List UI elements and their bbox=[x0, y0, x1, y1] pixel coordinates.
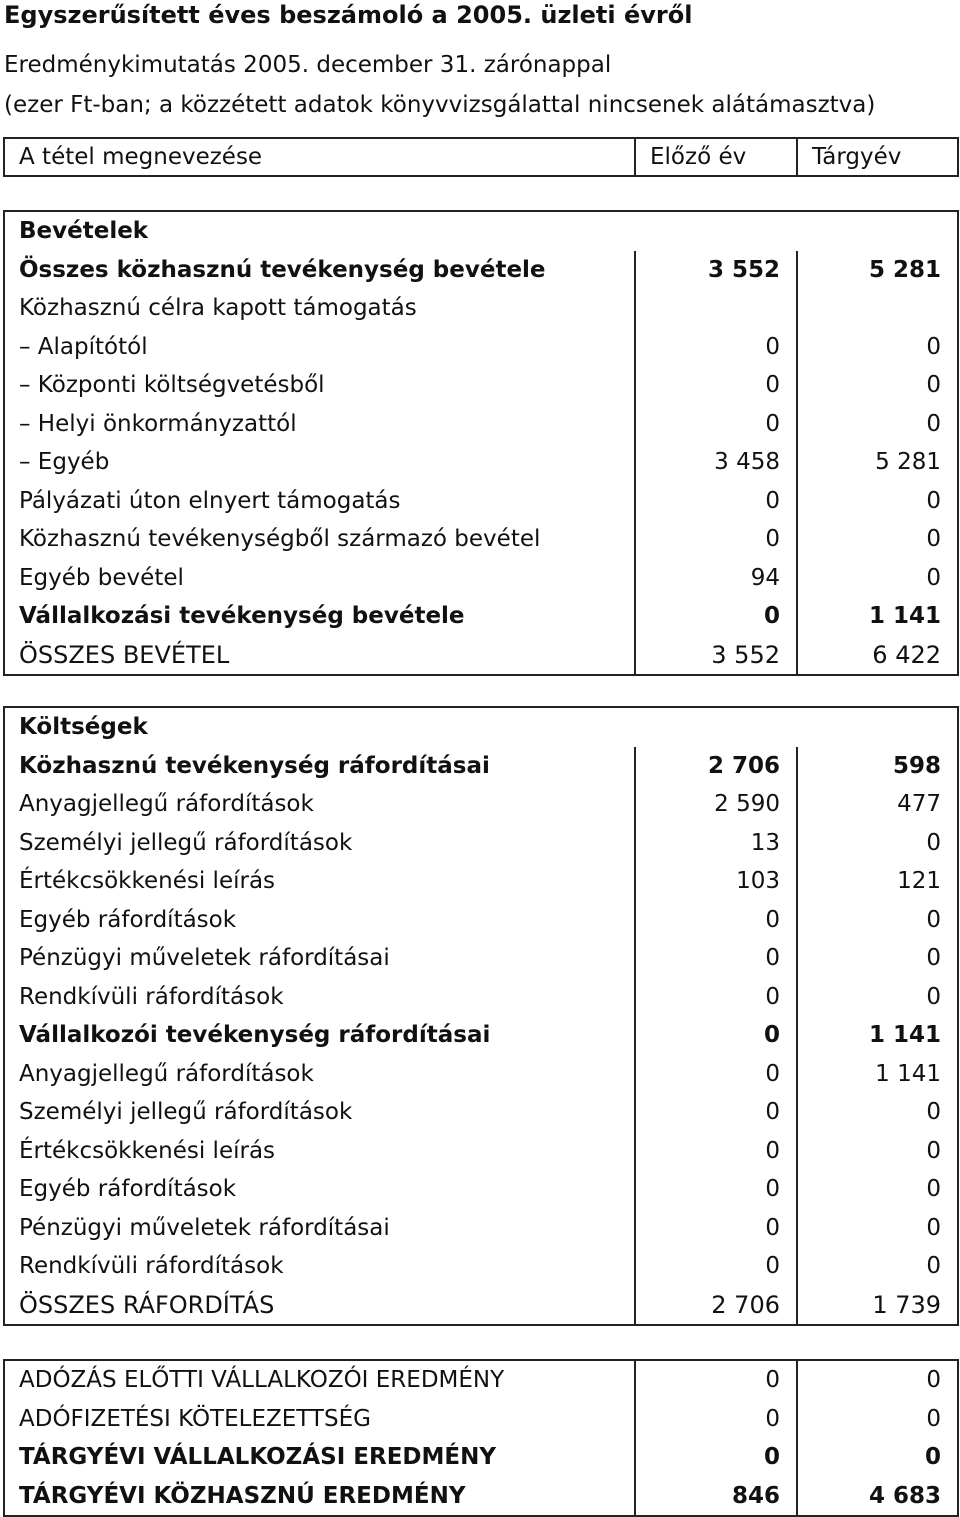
table-row bbox=[4, 1093, 958, 1132]
table-row bbox=[4, 939, 958, 978]
row-previous-value: 103 bbox=[635, 862, 797, 901]
row-previous-value: 0 bbox=[635, 1170, 797, 1209]
row-name: Értékcsökkenési leírás bbox=[4, 862, 635, 901]
income-section-header bbox=[4, 211, 958, 251]
header-item-name: A tétel megnevezése bbox=[4, 138, 635, 176]
row-name: ÖSSZES BEVÉTEL bbox=[4, 636, 635, 676]
row-current-value: 1 141 bbox=[797, 1055, 958, 1094]
expense-section-header bbox=[4, 707, 958, 747]
column-header-row bbox=[4, 138, 958, 176]
row-previous-value: 0 bbox=[635, 1132, 797, 1171]
row-current-value: 0 bbox=[797, 328, 958, 367]
table-row bbox=[4, 328, 958, 367]
report-subtitle: Eredménykimutatás 2005. december 31. zárónappal bbox=[4, 52, 612, 78]
row-name: Vállalkozói tevékenység ráfordításai bbox=[4, 1016, 635, 1055]
row-name: Közhasznú tevékenység ráfordításai bbox=[4, 747, 635, 786]
row-previous-value: 3 552 bbox=[635, 251, 797, 290]
report-unit-note: (ezer Ft-ban; a közzétett adatok könyvvizsgálattal nincsenek alátámasztva) bbox=[4, 92, 876, 118]
row-previous-value: 94 bbox=[635, 559, 797, 598]
row-name: TÁRGYÉVI VÁLLALKOZÁSI EREDMÉNY bbox=[4, 1438, 635, 1477]
row-current-value: 0 bbox=[797, 482, 958, 521]
header-previous-year: Előző év bbox=[635, 138, 797, 176]
row-previous-value: 2 706 bbox=[635, 1286, 797, 1326]
table-row bbox=[4, 862, 958, 901]
row-previous-value bbox=[635, 289, 797, 328]
row-current-value: 1 739 bbox=[797, 1286, 958, 1326]
row-previous-value: 0 bbox=[635, 328, 797, 367]
table-row bbox=[4, 901, 958, 940]
row-name: Összes közhasznú tevékenység bevétele bbox=[4, 251, 635, 290]
row-current-value: 1 141 bbox=[797, 1016, 958, 1055]
row-name: ADÓFIZETÉSI KÖTELEZETTSÉG bbox=[4, 1400, 635, 1439]
row-current-value bbox=[797, 289, 958, 328]
row-previous-value: 846 bbox=[635, 1477, 797, 1517]
row-name: Rendkívüli ráfordítások bbox=[4, 1247, 635, 1286]
row-name: Anyagjellegű ráfordítások bbox=[4, 1055, 635, 1094]
table-row bbox=[4, 1170, 958, 1209]
row-name: Értékcsökkenési leírás bbox=[4, 1132, 635, 1171]
table-row bbox=[4, 1055, 958, 1094]
row-previous-value: 0 bbox=[635, 482, 797, 521]
row-previous-value: 3 458 bbox=[635, 443, 797, 482]
row-current-value: 121 bbox=[797, 862, 958, 901]
table-row bbox=[4, 366, 958, 405]
table-row bbox=[4, 597, 958, 636]
row-current-value: 5 281 bbox=[797, 443, 958, 482]
row-current-value: 0 bbox=[797, 1438, 958, 1477]
row-name: – Alapítótól bbox=[4, 328, 635, 367]
income-table bbox=[3, 210, 959, 676]
row-current-value: 5 281 bbox=[797, 251, 958, 290]
row-name: Vállalkozási tevékenység bevétele bbox=[4, 597, 635, 636]
table-row bbox=[4, 785, 958, 824]
row-current-value: 0 bbox=[797, 1247, 958, 1286]
row-previous-value: 2 706 bbox=[635, 747, 797, 786]
row-name: Közhasznú célra kapott támogatás bbox=[4, 289, 635, 328]
row-previous-value: 0 bbox=[635, 520, 797, 559]
row-previous-value: 13 bbox=[635, 824, 797, 863]
row-previous-value: 0 bbox=[635, 1247, 797, 1286]
table-row bbox=[4, 482, 958, 521]
row-current-value: 598 bbox=[797, 747, 958, 786]
row-current-value: 0 bbox=[797, 824, 958, 863]
row-previous-value: 0 bbox=[635, 1016, 797, 1055]
row-current-value: 0 bbox=[797, 901, 958, 940]
income-section-title: Bevételek bbox=[4, 211, 958, 251]
row-current-value: 0 bbox=[797, 978, 958, 1017]
row-previous-value: 3 552 bbox=[635, 636, 797, 676]
row-name: – Egyéb bbox=[4, 443, 635, 482]
expense-table bbox=[3, 706, 959, 1326]
row-name: Rendkívüli ráfordítások bbox=[4, 978, 635, 1017]
table-row bbox=[4, 1477, 958, 1517]
row-previous-value: 0 bbox=[635, 939, 797, 978]
row-previous-value: 0 bbox=[635, 1209, 797, 1248]
table-row bbox=[4, 1132, 958, 1171]
table-row bbox=[4, 1209, 958, 1248]
row-name: Pénzügyi műveletek ráfordításai bbox=[4, 1209, 635, 1248]
row-current-value: 0 bbox=[797, 1209, 958, 1248]
row-previous-value: 0 bbox=[635, 405, 797, 444]
row-previous-value: 0 bbox=[635, 597, 797, 636]
row-current-value: 4 683 bbox=[797, 1477, 958, 1517]
table-row bbox=[4, 1247, 958, 1286]
table-row bbox=[4, 559, 958, 598]
row-current-value: 1 141 bbox=[797, 597, 958, 636]
row-name: Egyéb ráfordítások bbox=[4, 901, 635, 940]
table-row bbox=[4, 1016, 958, 1055]
row-name: Közhasznú tevékenységből származó bevétel bbox=[4, 520, 635, 559]
table-row bbox=[4, 1438, 958, 1477]
table-row bbox=[4, 520, 958, 559]
expense-section-title: Költségek bbox=[4, 707, 958, 747]
row-name: Személyi jellegű ráfordítások bbox=[4, 1093, 635, 1132]
table-row bbox=[4, 747, 958, 786]
row-previous-value: 0 bbox=[635, 1400, 797, 1439]
row-name: – Helyi önkormányzattól bbox=[4, 405, 635, 444]
report-title: Egyszerűsített éves beszámoló a 2005. üzleti évről bbox=[4, 1, 693, 29]
table-row bbox=[4, 405, 958, 444]
column-header-table bbox=[3, 137, 959, 177]
row-name: Egyéb bevétel bbox=[4, 559, 635, 598]
row-name: Pályázati úton elnyert támogatás bbox=[4, 482, 635, 521]
row-current-value: 477 bbox=[797, 785, 958, 824]
table-row bbox=[4, 289, 958, 328]
row-current-value: 0 bbox=[797, 1400, 958, 1439]
row-current-value: 0 bbox=[797, 520, 958, 559]
row-name: Pénzügyi műveletek ráfordításai bbox=[4, 939, 635, 978]
row-previous-value: 0 bbox=[635, 901, 797, 940]
row-current-value: 0 bbox=[797, 1170, 958, 1209]
row-previous-value: 0 bbox=[635, 366, 797, 405]
row-current-value: 0 bbox=[797, 1132, 958, 1171]
table-row bbox=[4, 1400, 958, 1439]
expense-total-row bbox=[4, 1286, 958, 1326]
row-current-value: 0 bbox=[797, 1360, 958, 1400]
row-current-value: 0 bbox=[797, 559, 958, 598]
table-row bbox=[4, 251, 958, 290]
row-current-value: 0 bbox=[797, 939, 958, 978]
row-previous-value: 0 bbox=[635, 1093, 797, 1132]
row-current-value: 0 bbox=[797, 366, 958, 405]
table-row bbox=[4, 1360, 958, 1400]
header-current-year: Tárgyév bbox=[797, 138, 958, 176]
row-previous-value: 0 bbox=[635, 1438, 797, 1477]
row-name: ÖSSZES RÁFORDÍTÁS bbox=[4, 1286, 635, 1326]
result-table bbox=[3, 1359, 959, 1517]
row-current-value: 0 bbox=[797, 1093, 958, 1132]
row-name: Személyi jellegű ráfordítások bbox=[4, 824, 635, 863]
row-current-value: 0 bbox=[797, 405, 958, 444]
table-row bbox=[4, 443, 958, 482]
row-name: ADÓZÁS ELŐTTI VÁLLALKOZÓI EREDMÉNY bbox=[4, 1360, 635, 1400]
income-total-row bbox=[4, 636, 958, 676]
row-name: Egyéb ráfordítások bbox=[4, 1170, 635, 1209]
row-name: – Központi költségvetésből bbox=[4, 366, 635, 405]
row-current-value: 6 422 bbox=[797, 636, 958, 676]
row-name: TÁRGYÉVI KÖZHASZNÚ EREDMÉNY bbox=[4, 1477, 635, 1517]
row-previous-value: 0 bbox=[635, 1360, 797, 1400]
table-row bbox=[4, 824, 958, 863]
table-row bbox=[4, 978, 958, 1017]
row-name: Anyagjellegű ráfordítások bbox=[4, 785, 635, 824]
row-previous-value: 2 590 bbox=[635, 785, 797, 824]
row-previous-value: 0 bbox=[635, 978, 797, 1017]
row-previous-value: 0 bbox=[635, 1055, 797, 1094]
